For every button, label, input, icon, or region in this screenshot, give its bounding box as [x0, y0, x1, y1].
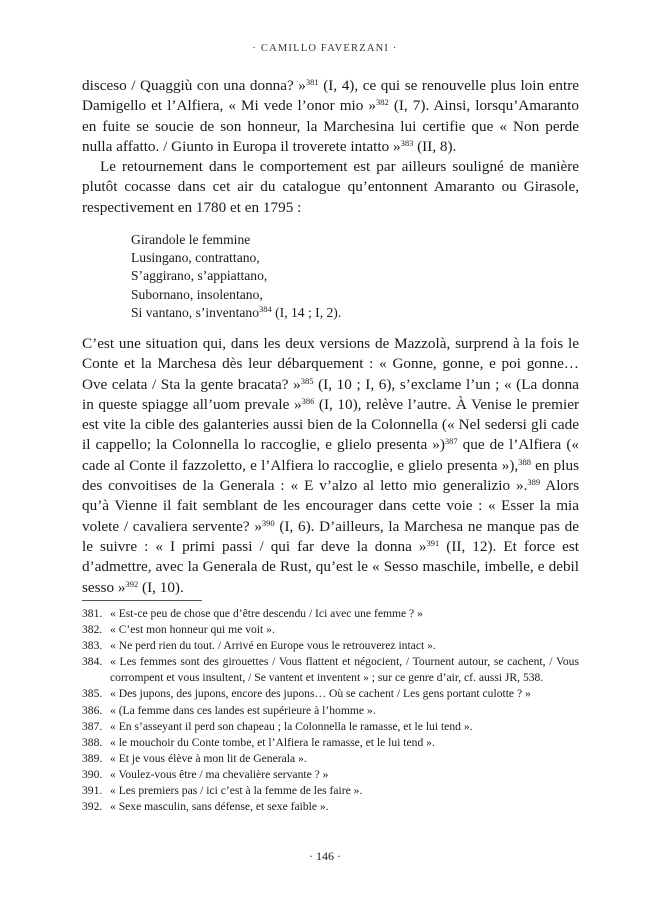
footnote	[82, 751, 579, 767]
text-run: C’est une situation qui, dans les deux versions de Mazzolà, surprend à la fois le Conte et la Marchesa dès leur débarquement : « Gonne, gonne, e poi gonne… Ove celata / Sta la gente bracata? »	[82, 335, 579, 393]
footnote-number: 392.	[82, 800, 103, 814]
footnote-number: 391.	[82, 784, 103, 798]
verse-line	[131, 286, 341, 304]
footnote-text: « Ne perd rien du tout. / Arrivé en Europe vous le retrouverez intact ».	[110, 639, 436, 653]
footnote	[82, 767, 579, 783]
footnote-number: 382.	[82, 623, 103, 637]
verse-line	[131, 231, 341, 249]
footnote-ref: 382	[376, 97, 389, 108]
page-number: · 146 ·	[309, 849, 341, 863]
footnote-text: « Voulez-vous être / ma chevalière servante ? »	[110, 767, 329, 781]
paragraph-continuation	[82, 76, 579, 157]
footnote-ref: 392	[125, 578, 139, 589]
text-run: Lusingano, contrattano,	[131, 250, 260, 266]
text-run: (I, 10).	[138, 578, 184, 596]
text-run: (I, 14 ; I, 2).	[271, 304, 342, 320]
text-run: Le retournement dans le comportement est par ailleurs souligné de manière plutôt cocasse dans cet air du catalogue qu’entonnent Amaranto ou Girasole, respectivement en 1780 et en 1795 :	[82, 158, 579, 216]
footnote-ref: 385	[300, 375, 314, 386]
text-run: (I, 6). D’ailleurs, la Marchesa ne manque pas de le suivre : « I primi passi / qui far deve la donna »	[82, 517, 579, 555]
running-header: · CAMILLO FAVERZANI ·	[252, 43, 398, 54]
footnote-text: « C’est mon honneur qui me voit ».	[110, 623, 275, 637]
footnote-number: 381.	[82, 607, 103, 620]
footnote	[82, 654, 579, 686]
text-run: Si vantano, s’inventano	[131, 304, 259, 320]
verse-line	[131, 249, 341, 267]
footnotes	[82, 606, 579, 815]
text-run: (I, 4), ce qui se renouvelle plus loin entre Damigello et l’Alfiera, « Mi vede l’onor mio »	[82, 77, 579, 115]
paragraph-mazzola	[82, 334, 579, 598]
footnote-ref: 386	[301, 395, 315, 406]
footnote	[82, 799, 579, 815]
footnote-number: 385.	[82, 687, 103, 701]
footnote	[82, 606, 579, 622]
footnote-text: « (La femme dans ces landes est supérieure à l’homme ».	[110, 703, 376, 717]
footnote	[82, 783, 579, 799]
footnote-number: 389.	[82, 751, 103, 765]
verse-line	[131, 304, 341, 322]
footnote-ref: 383	[400, 137, 414, 148]
footnote-ref: 384	[259, 303, 272, 314]
footnote-text: « Les premiers pas / ici c’est à la femme de les faire ».	[110, 784, 363, 798]
footnote	[82, 638, 579, 654]
footnote-number: 388.	[82, 735, 103, 749]
text-run: Alors qu’à Vienne il fait semblant de les encourager dans cette voie : « Esser la mia volete / cavaliera servente? »	[82, 477, 579, 535]
footnote-ref: 391	[426, 537, 440, 548]
text-run: en plus des convoitises de la Generala : « E v’alzo al letto mio generalizio ».	[82, 456, 579, 495]
footnote-number: 384.	[82, 655, 103, 669]
footnote-ref: 389	[527, 477, 541, 488]
footnote	[82, 686, 579, 702]
footnote-text: « Sexe masculin, sans défense, et sexe faible ».	[110, 800, 329, 814]
footnote-text: « Des jupons, des jupons, encore des jupons… Où se cachent / Les gens portant culotte ? »	[110, 687, 531, 701]
text-run: Subornano, insolentano,	[131, 286, 263, 302]
footnote-text: « Et je vous élève à mon lit de Generala ».	[110, 751, 307, 765]
footnote	[82, 622, 579, 638]
text-run: (I, 10), relève l’autre. À Venise le premier est vite la cible des galanteries aussi bien de la Colonnella (« Nel sedersi gli cade il cappello; la Colonnella lo raccoglie, e glielo presenta »)	[82, 395, 579, 454]
footnote-ref: 390	[261, 517, 275, 528]
footnote-ref: 388	[518, 456, 531, 467]
text-run: disceso / Quaggiù con una donna? »	[82, 77, 306, 94]
paragraph-catalogue-intro	[82, 157, 579, 218]
footnote-number: 383.	[82, 639, 103, 653]
footnote-ref: 381	[305, 77, 319, 87]
verse-quote	[131, 231, 341, 322]
footnote-number: 387.	[82, 719, 103, 733]
footnote-text: « Est-ce peu de chose que d’être descendu / Ici avec une femme ? »	[110, 607, 423, 620]
footnote-rule	[82, 600, 202, 601]
footnote-number: 390.	[82, 767, 103, 781]
footnote	[82, 719, 579, 735]
footnote-text: « Les femmes sont des girouettes / Vous flattent et négocient, / Tournent autour, se cachent, / Vous corrompent et vous insultent, / Se vantent et inventent » ; sur ce genre d’air, cf. aussi JR, 538.	[110, 655, 579, 685]
footnote-text: « En s’asseyant il perd son chapeau ; la Colonnella le ramasse, et le lui tend ».	[110, 719, 473, 733]
body-section-main	[82, 334, 579, 598]
footnote	[82, 703, 579, 719]
verse-line	[131, 267, 341, 285]
footnote	[82, 735, 579, 751]
text-run: (I, 10 ; I, 6), s’exclame l’un ; « (La donna in queste spiagge all’uom prevale »	[82, 375, 579, 413]
text-run: (I, 7). Ainsi, lorsqu’Amaranto en fuite se soucie de son honneur, la Marchesina lui certifie que « Non perde nulla affatto. / Giunto in Europa il troverete intatto »	[82, 97, 579, 155]
body-section-top	[82, 76, 579, 218]
footnote-number: 386.	[82, 703, 103, 717]
text-run: (II, 8).	[413, 137, 457, 155]
footnote-ref: 387	[444, 436, 458, 447]
text-run: S’aggirano, s’appiattano,	[131, 268, 268, 284]
text-run: Girandole le femmine	[131, 232, 251, 247]
text-run: que de l’Alfiera (« cade al Conte il fazzoletto, e l’Alfiera lo raccoglie, e glielo presenta »),	[82, 436, 579, 474]
footnote-text: « le mouchoir du Conte tombe, et l’Alfiera le ramasse, et le lui tend ».	[110, 735, 435, 749]
text-run: (II, 12). Et force est d’admettre, avec la Generala de Rust, qu’est le « Sesso maschile, imbelle, e debil sesso »	[82, 537, 579, 596]
